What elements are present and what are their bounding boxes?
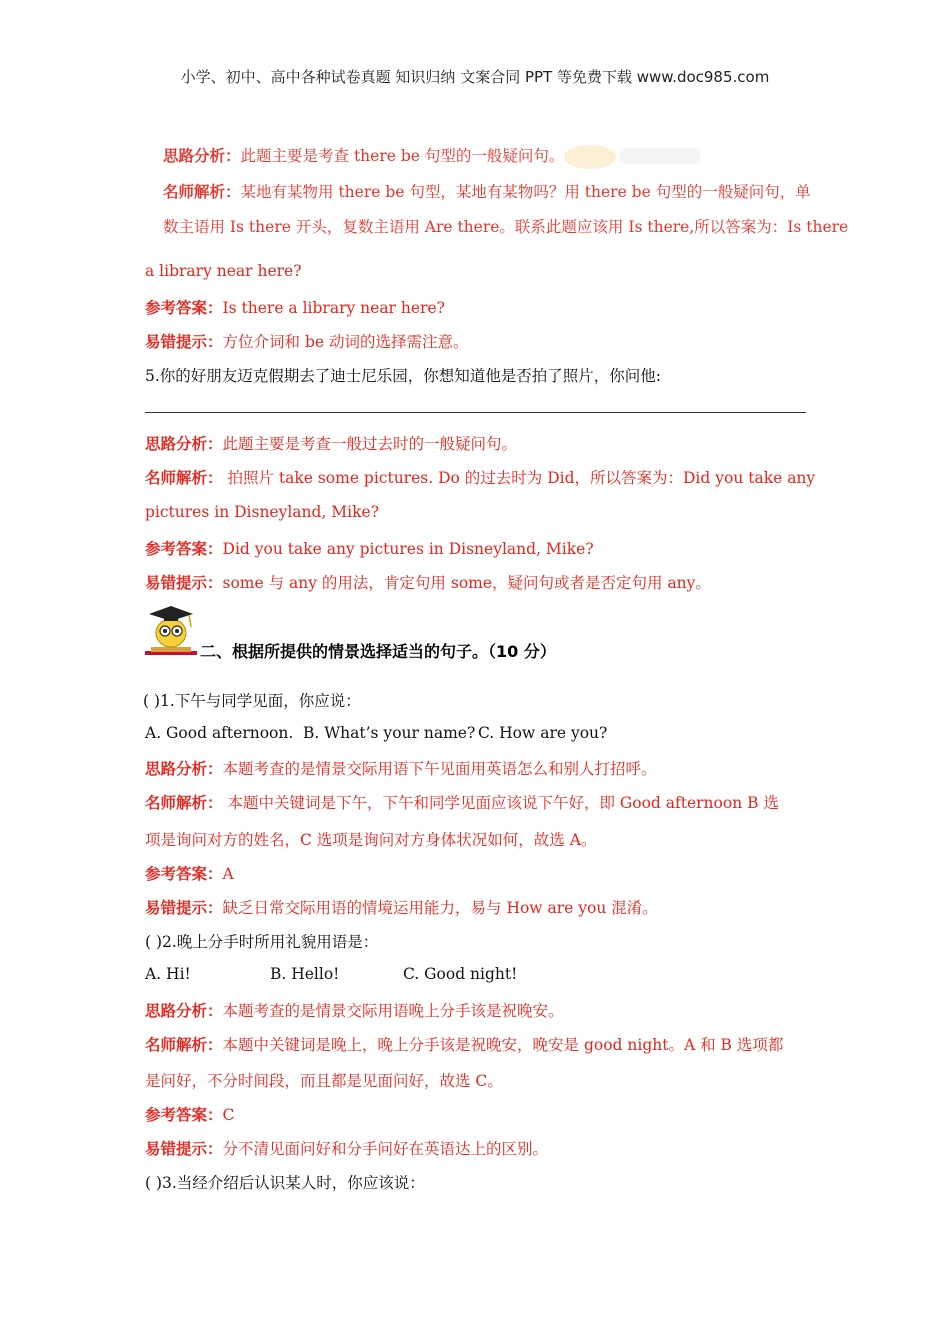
q5-analysis: 思路分析：此题主要是考查一般过去时的一般疑问句。 (145, 435, 518, 453)
q5-question: 5.你的好朋友迈克假期去了迪士尼乐园，你想知道他是否拍了照片，你问他: (145, 367, 662, 385)
s2-question: ( )2.晚上分手时所用礼貌用语是： (145, 933, 379, 951)
s1-question: ( )1.下午与同学见面，你应说： (143, 692, 361, 710)
watermark-logo (560, 140, 710, 174)
q5-answer: 参考答案：Did you take any pictures in Disneyland, Mike? (145, 540, 594, 558)
q5-teacher-line-2: pictures in Disneyland, Mike? (145, 503, 380, 521)
page-header: 小学、初中、高中各种试卷真题 知识归纳 文案合同 PPT 等免费下载 www.doc985.com (180, 68, 770, 86)
s2-teacher-line-1: 名师解析：本题中关键词是晚上，晚上分手该是祝晚安，晚安是 good night。A 和 B 选项都 (145, 1036, 784, 1054)
s1-teacher-line-1: 名师解析： 本题中关键词是下午，下午和同学见面应该说下午好，即 Good afternoon B 选 (145, 794, 779, 812)
q4-teacher-line-3: a library near here? (145, 262, 302, 280)
s1-analysis: 思路分析：本题考查的是情景交际用语下午见面用英语怎么和别人打招呼。 (145, 760, 657, 778)
q4-answer: 参考答案：Is there a library near here? (145, 299, 445, 317)
answer-blank-line[interactable] (145, 412, 806, 413)
s2-analysis: 思路分析：本题考查的是情景交际用语晚上分手该是祝晚安。 (145, 1002, 564, 1020)
s1-option-b: B. What’s your name? (303, 724, 476, 742)
s2-answer: 参考答案：C (145, 1106, 235, 1124)
q4-teacher-line-2: 数主语用 Is there 开头，复数主语用 Are there。联系此题应该用 Is there,所以答案为：Is there (163, 218, 849, 236)
q4-analysis: 思路分析：此题主要是考查 there be 句型的一般疑问句。 (163, 147, 565, 165)
s1-option-a: A. Good afternoon. (145, 724, 294, 742)
q4-tip: 易错提示：方位介词和 be 动词的选择需注意。 (145, 333, 469, 351)
s2-tip: 易错提示：分不清见面问好和分手问好在英语达上的区别。 (145, 1140, 549, 1158)
s2-option-c: C. Good night! (403, 965, 518, 983)
s2-teacher-line-2: 是问好，不分时间段，而且都是见面问好，故选 C。 (145, 1072, 503, 1090)
s1-tip: 易错提示：缺乏日常交际用语的情境运用能力，易与 How are you 混淆。 (145, 899, 658, 917)
s3-question: ( )3.当经介绍后认识某人时，你应该说： (145, 1174, 425, 1192)
s1-teacher-line-2: 项是询问对方的姓名，C 选项是询问对方身体状况如何，故选 A。 (145, 831, 597, 849)
s1-option-c: C. How are you? (478, 724, 608, 742)
q5-tip: 易错提示：some 与 any 的用法，肯定句用 some，疑问句或者是否定句用 any。 (145, 574, 711, 592)
q4-teacher-line-1: 名师解析：某地有某物用 there be 句型，某地有某物吗？用 there be 句型的一般疑问句，单 (163, 183, 811, 201)
section-title: 二、根据所提供的情景选择适当的句子。（10 分） (200, 642, 556, 661)
s1-answer: 参考答案：A (145, 865, 234, 883)
s2-option-b: B. Hello! (270, 965, 340, 983)
graduate-mascot-icon (145, 603, 197, 659)
q5-teacher-line-1: 名师解析： 拍照片 take some pictures. Do 的过去时为 Did，所以答案为：Did you take any (145, 469, 816, 487)
s2-option-a: A. Hi! (145, 965, 191, 983)
